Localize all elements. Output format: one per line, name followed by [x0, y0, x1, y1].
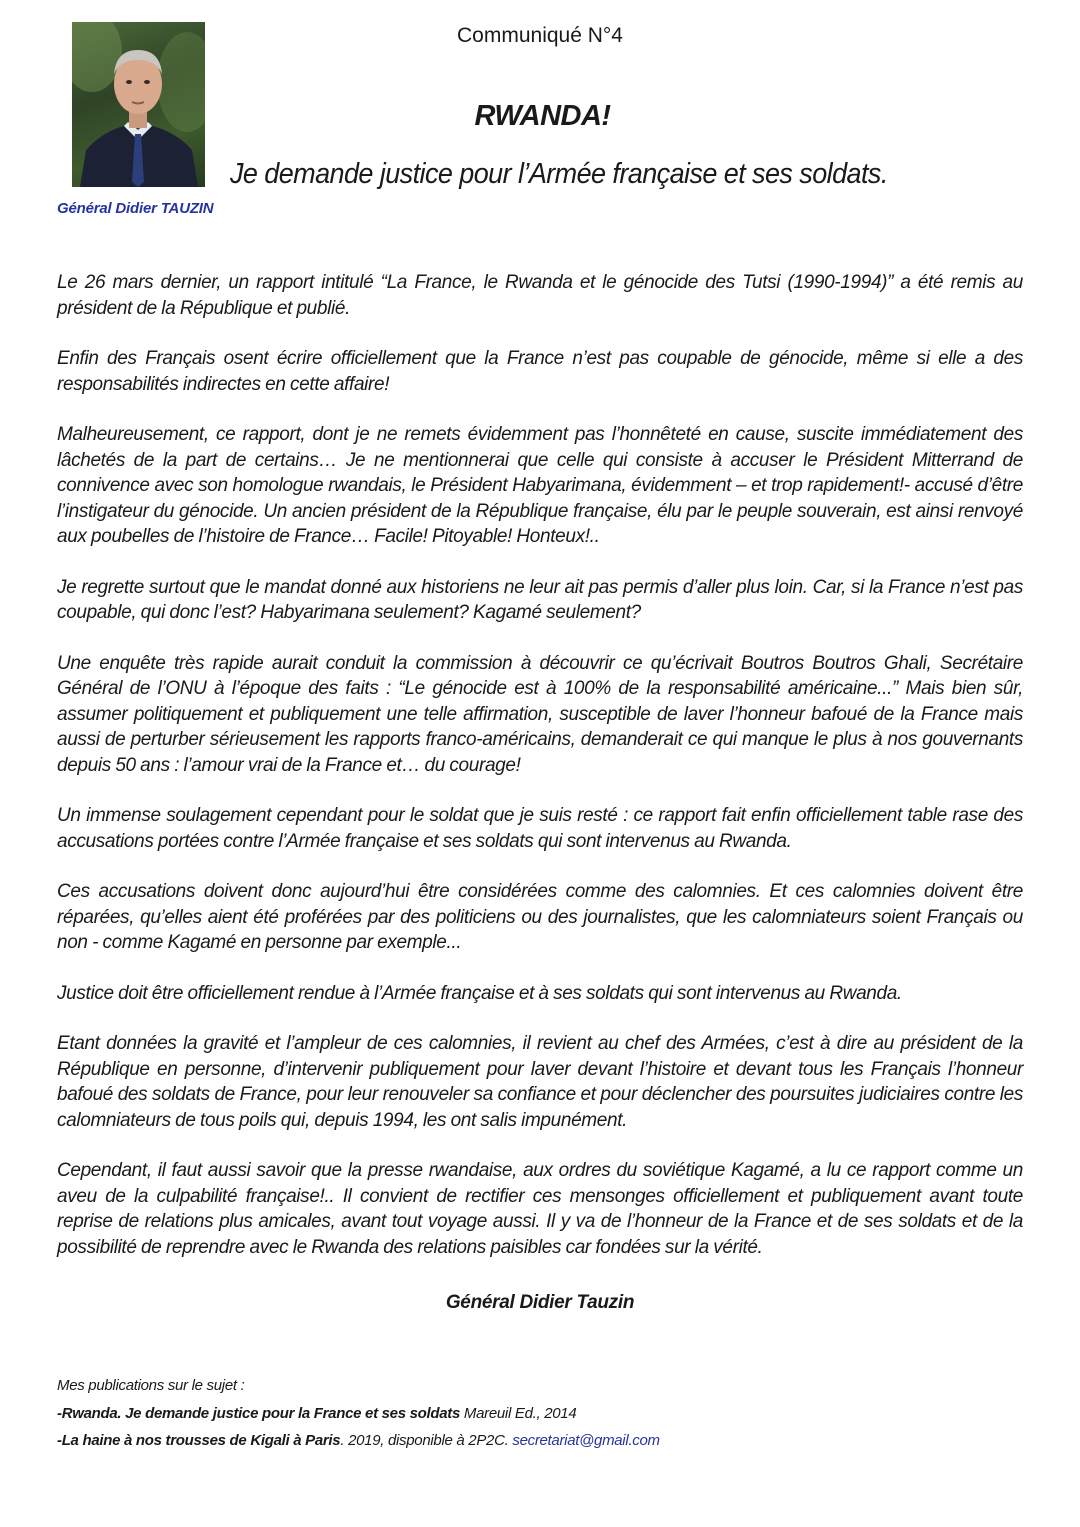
publication-details: Mareuil Ed., 2014 [460, 1404, 577, 1422]
publications-intro: Mes publications sur le sujet : [57, 1377, 245, 1394]
paragraph: Etant données la gravité et l’ampleur de ces calomnies, il revient au chef des Armées, c’est à dire au président de la République en personne, d’intervenir publiquement pour laver devant l’histoire et devant tous les Français l’honneur bafoué des soldats de France, pour leur renouveler sa confiance et pour déclencher des poursuites judiciaires contre les calomniateurs de tous poils qui, depuis 1994, les ont salis impunément. [57, 1033, 1023, 1131]
paragraph: Enfin des Français osent écrire officiellement que la France n’est pas coupable de génocide, même si elle a des responsabilités indirectes en cette affaire! [57, 348, 1023, 395]
signature: Général Didier Tauzin [445, 1292, 635, 1313]
letter-body [57, 270, 1023, 1285]
paragraph: Ces accusations doivent donc aujourd’hui être considérées comme des calomnies. Et ces calomnies doivent être réparées, qu’elles aient été proférées par des politiciens ou des journalistes, que les calomniateurs soient Français ou non - comme Kagamé en personne par exemple... [57, 881, 1023, 953]
communique-number: Communiqué N°4 [457, 24, 623, 47]
publication-item [57, 1432, 660, 1460]
paragraph: Cependant, il faut aussi savoir que la presse rwandaise, aux ordres du soviétique Kagamé, a lu ce rapport comme un aveu de la culpabilité française!.. Il convient de rectifier ces mensonges officiellement et publiquement avant toute reprise de relations plus amicales, avant tout voyage aussi. Il y va de l’honneur de la France et de ses soldats et de la possibilité de reprendre avec le Rwanda des relations paisibles car fondées sur la vérité. [57, 1160, 1023, 1258]
publication-item [57, 1405, 660, 1433]
paragraph: Malheureusement, ce rapport, dont je ne remets évidemment pas l’honnêteté en cause, suscite immédiatement des lâchetés de la part de certains… Je ne mentionnerai que celle qui consiste à accuser le Président Mitterrand de connivence avec son homologue rwandais, le Président Habyarimana, évidemment – et trop rapidement!- accusé d’être l’instigateur du génocide. Un ancien président de la République française, élu par le peuple souverain, est ainsi renvoyé aux poubelles de l’histoire de France… Facile! Pitoyable! Honteux!.. [57, 424, 1023, 547]
page-subtitle: Je demande justice pour l’Armée française et ses soldats. [230, 158, 888, 190]
contact-email-link[interactable]: secretariat@gmail.com [512, 1432, 660, 1449]
paragraph: Le 26 mars dernier, un rapport intitulé “La France, le Rwanda et le génocide des Tutsi (1990-1994)” a été remis au président de la République et publié. [57, 272, 1023, 319]
publication-details: . 2019, disponible à 2P2C. [340, 1432, 513, 1449]
paragraph: Une enquête très rapide aurait conduit la commission à découvrir ce qu’écrivait Boutros Boutros Ghali, Secrétaire Général de l’ONU à l’époque des faits : “Le génocide est à 100% de la responsabilité américaine...” Mais bien sûr, assumer politiquement et publiquement une telle affirmation, susceptible de laver l’honneur bafoué de la France mais aussi de perturber sérieusement les rapports franco-américains, demanderait ce qui manque le plus à nos gouvernants depuis 50 ans : l’amour vrai de la France et… du courage! [57, 652, 1023, 776]
publications [57, 1377, 660, 1460]
publication-title: -La haine à nos trousses de Kigali à Paris [57, 1432, 341, 1449]
paragraph: Un immense soulagement cependant pour le soldat que je suis resté : ce rapport fait enfin officiellement table rase des accusations portées contre l’Armée française et ses soldats qui sont intervenus au Rwanda. [57, 805, 1023, 852]
publication-title: -Rwanda. Je demande justice pour la France et ses soldats [57, 1404, 461, 1422]
paragraph: Je regrette surtout que le mandat donné aux historiens ne leur ait pas permis d’aller plus loin. Car, si la France n’est pas coupable, qui donc l’est? Habyarimana seulement? Kagamé seulement? [57, 576, 1023, 623]
page-title: RWANDA! [474, 100, 611, 132]
photo-caption: Général Didier TAUZIN [57, 200, 214, 217]
paragraph: Justice doit être officiellement rendue à l’Armée française et à ses soldats qui sont intervenus au Rwanda. [57, 982, 902, 1004]
